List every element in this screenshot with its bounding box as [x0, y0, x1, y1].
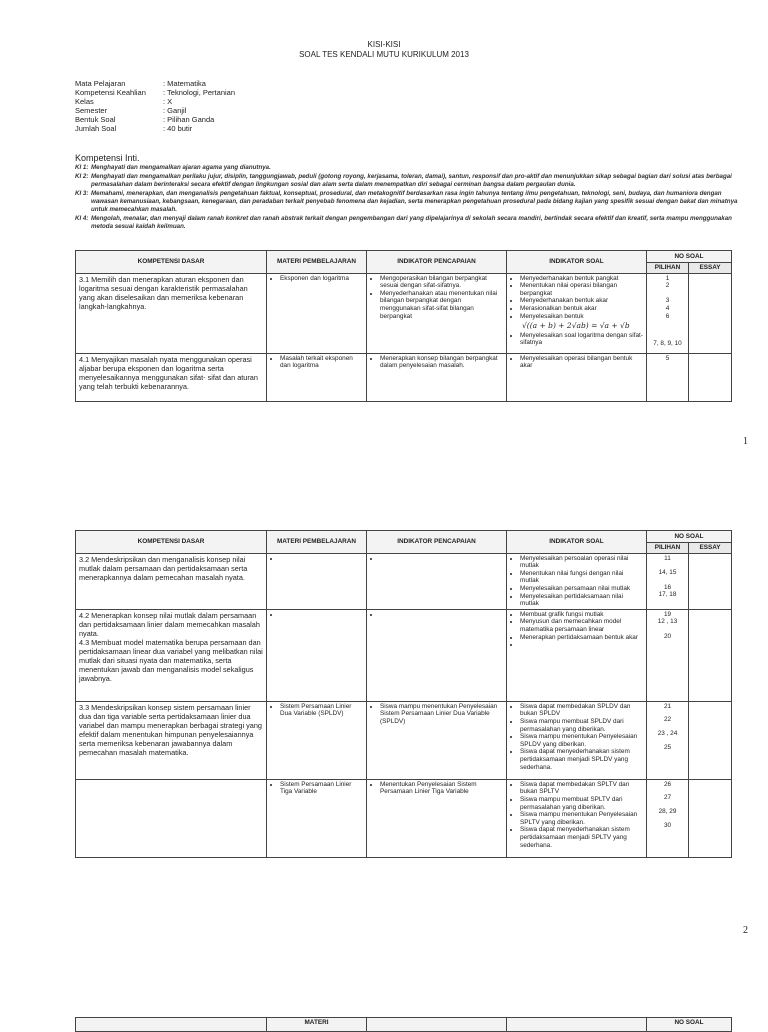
materi-cell — [267, 609, 367, 701]
ki-code: KI 2: — [75, 172, 89, 180]
list-item: • Menyelesaikan persoalan operasi nilai mutlak — [520, 555, 643, 570]
spacer — [650, 320, 685, 340]
meta-value: : Teknologi, Pertanian — [163, 88, 235, 97]
meta-value: : Ganjil — [163, 106, 187, 115]
header-no-soal: NO SOAL — [647, 251, 732, 263]
header-kompetensi-dasar: KOMPETENSI DASAR — [76, 531, 267, 554]
question-number: 19 — [663, 610, 672, 618]
essay-cell — [689, 779, 732, 857]
page-number: 2 — [743, 925, 748, 936]
essay-cell — [689, 353, 732, 401]
list-item: • Siswa dapat membedakan SPLDV dan bukan SPLDV — [520, 703, 643, 718]
pilihan-cell — [647, 273, 689, 353]
question-number: 14, 15 — [658, 569, 677, 577]
question-number: 25 — [663, 743, 672, 751]
essay-cell — [689, 273, 732, 353]
list-item: • Mengoperasikan bilangan berpangkat sesuai dengan sifat-sifatnya. — [380, 275, 503, 290]
meta-label: Kelas — [75, 97, 94, 106]
question-number: 16 — [663, 583, 672, 591]
list-item: • Menyederhanakan atau menentukan nilai bilangan berpangkat dengan menggunakan sifat-sifat bilangan berpangkat — [380, 290, 503, 320]
table-row — [76, 353, 732, 401]
pilihan-cell — [647, 553, 689, 609]
materi-cell — [267, 779, 367, 857]
question-number: 7, 8, 9, 10 — [653, 340, 682, 348]
kd-cell: 3.3 Mendeskripsikan konsep sistem persamaan linier dua dan tiga variable serta pertidaksamaan linier dua variabel dan mampu menerapkan berbagai strategi yang efektif dalam menentukan himpunan penyelesaiannya serta memeriksa kebenaran jawabannya dalam pemecahan masalah matematika. — [76, 701, 267, 779]
pilihan-cell — [647, 609, 689, 701]
table-row — [76, 553, 732, 609]
list-item: • Eksponen dan logaritma — [280, 275, 363, 283]
question-number: 1 — [665, 274, 670, 282]
question-number: 28, 29 — [658, 807, 677, 815]
page-number: 1 — [743, 436, 748, 447]
materi-cell — [267, 273, 367, 353]
spacer — [650, 562, 685, 569]
header-essay: ESSAY — [689, 263, 732, 274]
list-item — [380, 611, 503, 619]
list-item: • Siswa mampu membuat SPLTV dari permasalahan yang diberikan. — [520, 796, 643, 811]
header-indikator-pencapaian — [367, 1018, 507, 1032]
table-row — [76, 701, 732, 779]
question-number: 27 — [663, 794, 672, 802]
kd-text-4-2: 4.2 Menerapkan konsep nilai mutlak dalam persamaan dan pertidaksamaan linier dalam memecahkan masalah nyata. — [79, 610, 260, 638]
list-item: • Menyelesaikan operasi bilangan bentuk akar — [520, 355, 643, 370]
header-pilihan: PILIHAN — [647, 543, 689, 554]
kd-cell: 4.1 Menyajikan masalah nyata menggunakan operasi aljabar berupa eksponen dan logaritma serta menyelesaikannya menggunakan sifat- sifat dan aturan yang telah terbukti kebenarannya. — [76, 353, 267, 401]
kd-text-4-3: 4.3 Membuat model matematika berupa persamaan dan pertidaksamaan linear dua variabel yang melibatkan nilai mutlak dari situasi nyata dan matematika, serta menentukan jawab dan menganalisis model sekaligus jawabnya. — [79, 637, 263, 683]
header-materi: MATERI — [267, 1018, 367, 1032]
header-no-soal: NO SOAL — [647, 1018, 732, 1032]
meta-row — [75, 79, 235, 88]
pilihan-cell — [647, 779, 689, 857]
list-item: • Menerapkan konsep bilangan berpangkat dalam penyelesaian masalah. — [380, 355, 503, 370]
ki-text: Menghayati dan mengamalkan perilaku jujur, disiplin, tanggungjawab, peduli (gotong royong, kerjasama, toleran, damai), santun, responsif dan pro-aktif dan menunjukkan sikap sebagai bagian dari solusi atas berbagai permasalahan dalam berinteraksi secara efektif dengan lingkungan sosial dan alam serta dalam menempatkan diri sebagai cerminan bangsa dalam pergaulan dunia. — [91, 172, 732, 188]
is-cell — [507, 553, 647, 609]
question-number: 2 — [665, 282, 670, 290]
list-item: • Sistem Persamaan Linier Dua Variable (SPLDV) — [280, 703, 363, 718]
materi-cell — [267, 701, 367, 779]
list-item — [520, 641, 643, 649]
list-item: • Merasionalkan bentuk akar — [520, 305, 643, 313]
pilihan-cell — [647, 701, 689, 779]
title-line-2: SOAL TES KENDALI MUTU KURIKULUM 2013 — [299, 50, 469, 59]
ip-cell — [367, 609, 507, 701]
header-indikator-pencapaian: INDIKATOR PENCAPAIAN — [367, 531, 507, 554]
materi-cell — [267, 353, 367, 401]
question-number: 26 — [663, 780, 672, 788]
header-indikator-pencapaian: INDIKATOR PENCAPAIAN — [367, 251, 507, 274]
ip-cell — [367, 701, 507, 779]
meta-value: : Pilihan Ganda — [163, 115, 215, 124]
meta-label: Kompetensi Keahlian — [75, 88, 146, 97]
ki-heading: Kompetensi Inti. — [75, 153, 140, 163]
kd-cell — [76, 779, 267, 857]
ki-list — [75, 164, 743, 232]
list-item: • Siswa mampu menentukan Penyelesaian SPLDV yang diberikan. — [520, 733, 643, 748]
meta-label: Bentuk Soal — [75, 115, 116, 124]
meta-value: : X — [163, 97, 173, 106]
header-kompetensi-dasar: KOMPETENSI DASAR — [76, 251, 267, 274]
list-item: • Menyelesaikan pertidaksamaan nilai mutlak — [520, 593, 643, 608]
header-indikator-soal: INDIKATOR SOAL — [507, 531, 647, 554]
meta-row — [75, 97, 235, 106]
list-item: • Menentukan nilai operasi bilangan berpangkat — [520, 282, 643, 297]
document-title — [0, 40, 768, 60]
list-item: • Menyederhanakan bentuk akar — [520, 297, 643, 305]
ip-cell — [367, 353, 507, 401]
question-number: 21 — [663, 702, 672, 710]
list-item: • Menentukan nilai fungsi dengan nilai mutlak — [520, 570, 643, 585]
ip-cell — [367, 553, 507, 609]
header-indikator-soal — [507, 1018, 647, 1032]
math-formula: √((a + b) + 2√ab) = √a + √b — [522, 321, 630, 331]
header-indikator-soal: INDIKATOR SOAL — [507, 251, 647, 274]
question-number: 6 — [665, 312, 670, 320]
list-item — [520, 313, 643, 330]
meta-row — [75, 115, 235, 124]
ki-text: Memahami, menerapkan, dan menganalisis pengetahuan faktual, konseptual, prosedural, dan metakognitif berdasarkan rasa ingin tahunya tentang ilmu pengetahuan, teknologi, seni, budaya, dan humaniora dengan wawasan kemanusiaan, kebangsaan, kenegaraan, dan peradaban terkait penyebab fenomena dan kejadian, serta menerapkan pengetahuan prosedural pada bidang kajian yang spesifik sesuai dengan bakat dan minatnya untuk memecahkan masalah. — [91, 189, 738, 214]
ki-item — [75, 215, 743, 231]
meta-label: Semester — [75, 106, 108, 115]
ki-code: KI 3: — [75, 189, 89, 197]
spacer — [650, 290, 685, 298]
header-materi: MATERI PEMBELAJARAN — [267, 251, 367, 274]
list-item: • Sistem Persamaan Linier Tiga Variable — [280, 781, 363, 796]
list-item: • Menyelesaikan soal logaritma dengan sifat-sifatnya — [520, 332, 643, 347]
kd-cell — [76, 609, 267, 701]
pilihan-cell — [647, 353, 689, 401]
question-number: 20 — [663, 632, 672, 640]
meta-value: : 40 butir — [163, 124, 193, 133]
list-item: • Menyelesaikan persamaan nilai mutlak — [520, 585, 643, 593]
list-item: • Masalah terkait eksponen dan logaritma — [280, 355, 363, 370]
table-row — [76, 273, 732, 353]
list-item: • Siswa mampu membuat SPLDV dari permasalahan yang diberikan. — [520, 718, 643, 733]
list-item: • Siswa dapat menyederhanakan sistem pertidaksamaan menjadi SPLDV yang sederhana. — [520, 748, 643, 771]
header-materi: MATERI PEMBELAJARAN — [267, 531, 367, 554]
kd-cell: 3.2 Mendeskripsikan dan menganalisis konsep nilai mutlak dalam persamaan dan pertidaksamaan serta menerapkannya dalam pemecahan masalah nyata. — [76, 553, 267, 609]
is-cell — [507, 779, 647, 857]
question-number: 12 , 13 — [657, 618, 678, 626]
list-item: • Siswa mampu menentukan Penyelesaian SPLTV yang diberikan. — [520, 811, 643, 826]
list-item — [380, 555, 503, 563]
title-line-1: KISI-KISI — [367, 40, 401, 49]
question-number: 3 — [665, 297, 670, 305]
spacer — [650, 626, 685, 633]
is-cell — [507, 609, 647, 701]
kd-cell: 3.1 Memilih dan menerapkan aturan eksponen dan logaritma sesuai dengan karakteristik permasalahan yang akan diselesaikan dan memeriksa kebenaran langkah-langkahnya. — [76, 273, 267, 353]
meta-label: Mata Pelajaran — [75, 79, 126, 88]
question-number: 23 , 24 — [657, 729, 678, 737]
ki-text: Mengolah, menalar, dan menyaji dalam ranah konkret dan ranah abstrak terkait dengan pengembangan dari yang dipelajarinya di sekolah secara mandiri, bertindak secara efektif dan kreatif, serta mampu menggunakan metoda sesuai kaidah keilmuan. — [91, 214, 732, 230]
question-number: 17, 18 — [658, 591, 677, 599]
essay-cell — [689, 701, 732, 779]
spacer — [650, 577, 685, 584]
materi-cell — [267, 553, 367, 609]
is-cell — [507, 701, 647, 779]
header-kompetensi-dasar — [76, 1018, 267, 1032]
ip-cell — [367, 273, 507, 353]
table-row — [76, 779, 732, 857]
question-number: 22 — [663, 716, 672, 724]
is-cell — [507, 273, 647, 353]
header-no-soal: NO SOAL — [647, 531, 732, 543]
list-item: • Siswa dapat menyederhanakan sistem pertidaksamaan menjadi SPLTV yang sederhana. — [520, 826, 643, 849]
is-cell — [507, 353, 647, 401]
question-number: 11 — [664, 554, 671, 562]
ki-item — [75, 173, 743, 189]
ip-cell — [367, 779, 507, 857]
meta-row — [75, 124, 235, 133]
ki-item — [75, 190, 743, 215]
list-item: • Menyusun dan memecahkan model matematika persamaan linear — [520, 618, 643, 633]
kisi-table-1 — [75, 250, 732, 402]
list-item: • Membuat grafik fungsi mutlak — [520, 611, 643, 619]
ki-code: KI 4: — [75, 214, 89, 222]
meta-value: : Matematika — [163, 79, 206, 88]
header-pilihan: PILIHAN — [647, 263, 689, 274]
table-row — [76, 609, 732, 701]
essay-cell — [689, 553, 732, 609]
list-item: • Menyederhanakan bentuk pangkat — [520, 275, 643, 283]
meta-info — [75, 79, 235, 133]
meta-row — [75, 88, 235, 97]
meta-label: Jumlah Soal — [75, 124, 117, 133]
list-item: • Menentukan Penyelesaian Sistem Persamaan Linier Tiga Variable — [380, 781, 503, 796]
ki-code: KI 1: — [75, 164, 89, 171]
header-essay: ESSAY — [689, 543, 732, 554]
list-item — [280, 555, 363, 563]
essay-cell — [689, 609, 732, 701]
question-number: 5 — [665, 354, 670, 362]
list-item: • Siswa dapat membedakan SPLTV dan bukan SPLTV — [520, 781, 643, 796]
ki-text: Menghayati dan mengamalkan ajaran agama yang dianutnya. — [91, 164, 271, 171]
list-item-text: Menyelesaikan bentuk — [520, 312, 584, 320]
list-item: • Menerapkan pertidaksamaan bentuk akar — [520, 634, 643, 642]
meta-row — [75, 106, 235, 115]
question-number: 4 — [665, 304, 670, 312]
list-item — [280, 611, 363, 619]
kisi-table-2 — [75, 530, 732, 858]
kisi-table-3 — [75, 1017, 732, 1032]
question-number: 30 — [663, 821, 672, 829]
list-item: • Siswa mampu menentukan Penyelesaian Sistem Persamaan Linier Dua Variable (SPLDV) — [380, 703, 503, 726]
ki-item — [75, 164, 743, 172]
